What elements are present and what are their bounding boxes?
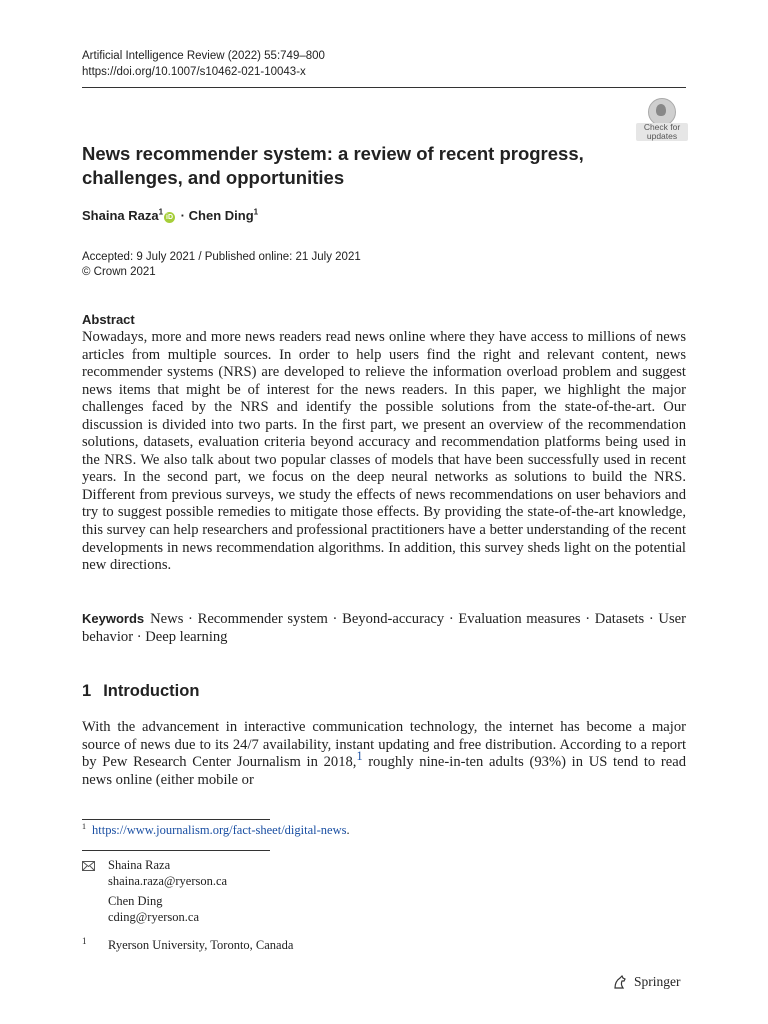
intro-text-part1: With the advancement in interactive communication technology, the internet has become a major source of news due to its 24/7 availability, instant updating and free distribution. According to a report by Pew Research Center Journalism in 2018, <box>82 719 686 771</box>
coauthor-block <box>108 893 199 925</box>
contact-name: Chen Ding <box>108 894 163 908</box>
keywords-list: News · Recommender system · Beyond-accuracy · Evaluation measures · Datasets · User behavior · Deep learning <box>82 611 686 645</box>
abstract-heading: Abstract <box>82 312 135 327</box>
publication-dates <box>82 250 361 280</box>
header-rule <box>82 87 686 88</box>
contact-email[interactable]: cding@ryerson.ca <box>108 910 199 924</box>
check-for-updates-badge[interactable] <box>636 98 688 142</box>
badge-line1: Check for <box>643 122 681 132</box>
contact-name: Shaina Raza <box>108 858 171 872</box>
section-heading <box>82 682 199 701</box>
keywords <box>82 610 686 646</box>
affiliation-divider <box>82 850 270 851</box>
author-affiliation-mark: 1 <box>253 207 259 217</box>
abstract-text: Nowadays, more and more news readers read news online where they have access to millions of news articles from multiple sources. In order to help users find the right and relevant content, news recommender systems (NRS) are developed to relieve the information overload problem and suggest news items that might be of interest for the news readers. In this paper, we highlight the major challenges faced by the NRS and identify the possible solutions from the state-of-the-art. Our discussion is divided into two parts. In the first part, we present an overview of the recommendation solutions, datasets, evaluation criteria beyond accuracy and recommendation platforms being used in the NRS. We also talk about two popular classes of models that have been successfully used in recent years. In the second part, we focus on the deep neural networks as solutions to build the NRS. Different from previous surveys, we study the effects of news recommendations on user behaviors and try to suggest possible remedies to mitigate those effects. By providing the state-of-the-art knowledge, this survey can help researchers and professional practitioners have a better understanding of the recent developments in news recommendation algorithms. In addition, this survey sheds light on the potential new directions. <box>82 329 686 574</box>
keywords-label: Keywords <box>82 611 145 626</box>
publisher-logo <box>612 974 681 990</box>
author-list <box>82 208 258 223</box>
copyright-line: © Crown 2021 <box>82 266 156 278</box>
journal-citation: Artificial Intelligence Review (2022) 55:749–800 <box>82 50 325 62</box>
doi-link[interactable]: https://doi.org/10.1007/s10462-021-10043-x <box>82 66 306 78</box>
introduction-text <box>82 719 686 789</box>
paper-title: News recommender system: a review of recent progress, challenges, and opportunities <box>82 143 584 188</box>
contact-email[interactable]: shaina.raza@ryerson.ca <box>108 874 228 888</box>
author-name: Shaina Raza <box>82 208 159 223</box>
footnote-divider <box>82 819 270 820</box>
journal-header <box>82 48 325 80</box>
affiliation-mark: 1 <box>82 936 87 946</box>
footnote-mark: 1 <box>82 821 86 831</box>
intro-text-part2: roughly nine-in-ten adults (93%) in US tend to read news online (either mobile or <box>82 754 687 788</box>
section-number: 1 <box>82 682 92 700</box>
author-separator: · <box>180 208 186 223</box>
footnote <box>82 822 350 838</box>
publisher-name: Springer <box>634 974 681 989</box>
footnote-reference[interactable]: 1 <box>356 749 363 764</box>
springer-horse-icon <box>612 974 628 990</box>
footnote-trail: . <box>346 823 350 837</box>
section-title: Introduction <box>103 682 200 700</box>
footnote-link[interactable]: https://www.journalism.org/fact-sheet/digital-news <box>92 823 347 837</box>
affiliation-institution: Ryerson University, Toronto, Canada <box>108 938 294 952</box>
author-name: Chen Ding <box>188 208 254 223</box>
badge-line2: updates <box>646 131 678 141</box>
dates-line: Accepted: 9 July 2021 / Published online: 21 July 2021 <box>82 251 361 263</box>
orcid-icon[interactable]: iD <box>166 214 174 221</box>
envelope-icon <box>82 858 96 869</box>
corresponding-author-block <box>108 857 227 889</box>
author-affiliation-mark: 1 <box>158 207 164 217</box>
